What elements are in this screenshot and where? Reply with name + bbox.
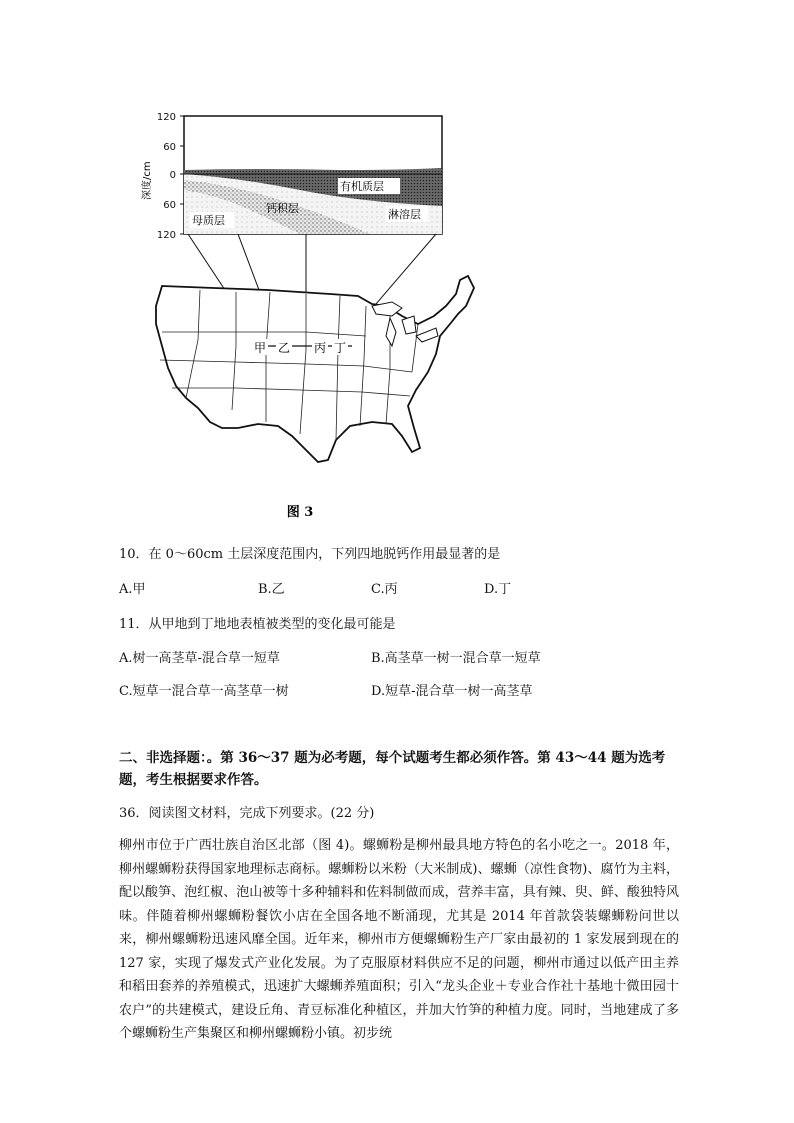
y-tick-120-bottom: 120: [156, 230, 176, 241]
site-jia: 甲: [254, 341, 267, 355]
q10-option-d[interactable]: D.丁: [484, 582, 512, 597]
site-yi: 乙: [278, 341, 291, 355]
y-tick-60-top: 60: [163, 142, 176, 153]
figure-caption: 图 3: [286, 505, 314, 520]
soil-profile-figure: [140, 110, 480, 530]
label-parent: 母质层: [192, 214, 225, 227]
q10-option-b[interactable]: B.乙: [258, 582, 285, 597]
y-tick-0: 0: [169, 170, 176, 181]
question-36-passage: 柳州市位于广西壮族自治区北部（图 4)。螺蛳粉是柳州最具地方特色的名小吃之一。2018 年，柳州螺蛳粉获得国家地理标志商标。螺蛳粉以米粉（大米制成)、螺蛳（凉性食物)、腐竹为主料，配以酸笋、泡红椒、泡山被等十多种辅料和佐料制做而成，营养丰富，具有辣、臾、鲜、酸独特风味。伴随着柳州螺蛳粉餐饮小店在全国各地不断涌现，尤其是 2014 年首款袋装螺蛳粉问世以来，柳州螺蛳粉迅速风靡全国。近年来，柳州市方便螺蛳粉生产厂家由最初的 1 家发展到现在的 127 家，实现了爆发式产业化发展。为了克服原材料供应不足的问题，柳州市通过以低产田主养和稻田套养的养殖模式，迅速扩大螺蛳养殖面积；引入“龙头企业＋专业合作社十基地十微田园十农户”的共建模式，建设丘角、青豆标准化种植区，并加大竹笋的种植力度。同时，当地建成了多个螺蛳粉生产集聚区和柳州螺蛳粉小镇。初步统: [119, 838, 679, 1041]
q10-option-a[interactable]: A.甲: [119, 582, 146, 597]
question-11-stem: 11．从甲地到丁地地表植被类型的变化最可能是: [119, 617, 396, 632]
label-organic: 有机质层: [340, 180, 384, 193]
label-leaching: 淋溶层: [388, 208, 421, 221]
q11-option-c[interactable]: C.短草一混合草一高茎草一树: [119, 684, 289, 699]
question-36-stem: 36．阅读图文材料，完成下列要求。(22 分): [119, 806, 375, 821]
q11-option-b[interactable]: B.高茎草一树一混合草一短草: [371, 651, 541, 666]
figure-drawing: [140, 110, 480, 530]
site-bing: 丙: [314, 341, 327, 355]
y-axis-label: 深度/cm: [142, 161, 153, 200]
y-tick-120-top: 120: [156, 112, 176, 123]
q11-option-d[interactable]: D.短草-混合草一树一高茎草: [371, 684, 533, 699]
q10-option-c[interactable]: C.丙: [371, 582, 398, 597]
us-map-outline: [156, 276, 474, 462]
question-10-stem: 10．在 0～60cm 土层深度范围内，下列四地脱钙作用最显著的是: [119, 547, 501, 562]
section-2-heading: 二、非选择题：。第 36～37 题为必考题，每个试题考生都必须作答。第 43～44 题为选考题，考生根据要求作答。: [119, 750, 666, 788]
label-calcium: 钙积层: [266, 202, 299, 215]
y-tick-60-bottom: 60: [163, 200, 176, 211]
site-ding: 丁: [334, 341, 347, 355]
q11-option-a[interactable]: A.树一高茎草-混合草一短草: [119, 651, 280, 666]
